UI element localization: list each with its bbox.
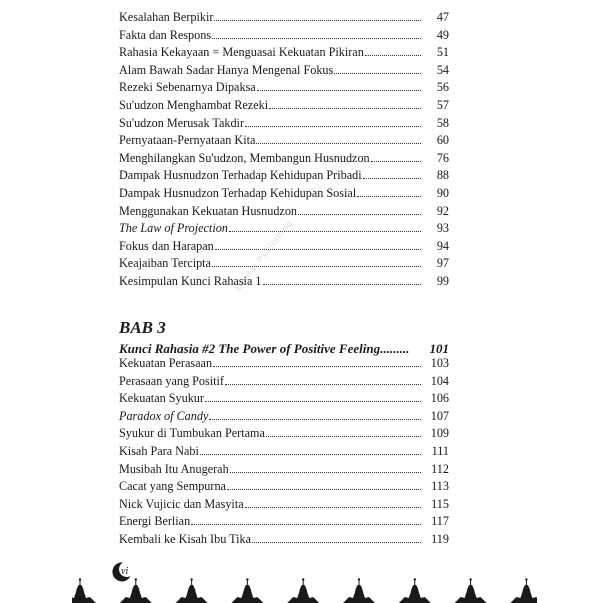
toc-entry-title: Dampak Husnudzon Terhadap Kehidupan Sosial bbox=[119, 185, 357, 200]
dot-leader bbox=[205, 401, 421, 402]
dot-leader bbox=[229, 231, 421, 232]
toc-entry-title: Fokus dan Harapan bbox=[119, 238, 214, 253]
toc-entry-title: Energi Berlian bbox=[119, 514, 191, 529]
toc-list-part2 bbox=[119, 356, 449, 550]
toc-entry-page: 107 bbox=[430, 408, 449, 423]
toc-list-part1 bbox=[119, 10, 449, 292]
toc-entry-title: Kekuatan Perasaan bbox=[119, 356, 213, 370]
toc-entry-page: 103 bbox=[430, 356, 449, 370]
toc-entry-title: Paradox of Candy bbox=[119, 408, 209, 423]
dot-leader bbox=[269, 108, 421, 109]
toc-entry-page: 60 bbox=[436, 133, 449, 148]
dot-leader bbox=[266, 436, 421, 437]
toc-entry-page: 106 bbox=[430, 391, 449, 406]
toc-entry-title: Syukur di Tumbukan Pertama bbox=[119, 426, 265, 441]
toc-entry bbox=[119, 28, 449, 46]
toc-entry bbox=[119, 221, 449, 239]
dot-leader bbox=[213, 366, 421, 367]
dot-leader bbox=[245, 507, 421, 508]
toc-entry-page: 47 bbox=[436, 10, 449, 24]
dot-leader bbox=[365, 55, 421, 56]
toc-entry-title: Nick Vujicic dan Masyita bbox=[119, 496, 244, 511]
toc-entry-page: 119 bbox=[431, 531, 449, 546]
dot-leader bbox=[371, 161, 421, 162]
toc-entry-title: Alam Bawah Sadar Hanya Mengenal Fokus bbox=[119, 62, 334, 77]
toc-entry bbox=[119, 10, 449, 28]
dot-leader bbox=[256, 143, 421, 144]
toc-entry bbox=[119, 374, 449, 392]
toc-entry-title: Su'udzon Menghambat Rezeki bbox=[119, 97, 269, 112]
ornament-border bbox=[72, 578, 537, 603]
toc-entry bbox=[119, 409, 449, 427]
toc-entry-page: 111 bbox=[431, 443, 449, 458]
dot-leader bbox=[357, 196, 421, 197]
chapter-title: Kunci Rahasia #2 The Power of Positive Feeling......... bbox=[119, 341, 410, 356]
mosque-dome-ornament-icon bbox=[510, 578, 537, 603]
toc-entry bbox=[119, 514, 449, 532]
dot-leader bbox=[230, 472, 421, 473]
dot-leader bbox=[225, 384, 421, 385]
toc-entry-page: 109 bbox=[430, 426, 449, 441]
mosque-dome-ornament-icon bbox=[343, 578, 375, 603]
toc-entry bbox=[119, 532, 449, 550]
mosque-dome-ornament-icon bbox=[287, 578, 319, 603]
toc-entry-title: Pernyataan-Pernyataan Kita bbox=[119, 133, 256, 148]
toc-entry-page: 54 bbox=[436, 62, 449, 77]
toc-entry-title: The Law of Projection bbox=[119, 221, 228, 236]
dot-leader bbox=[245, 126, 421, 127]
dot-leader bbox=[252, 542, 421, 543]
toc-entry-title: Perasaan yang Positif bbox=[119, 373, 224, 388]
mosque-dome-ornament-icon bbox=[231, 578, 263, 603]
toc-entry-title: Kesimpulan Kunci Rahasia 1 bbox=[119, 273, 262, 288]
toc-entry bbox=[119, 356, 449, 374]
chapter-title-row bbox=[119, 341, 449, 357]
toc-entry-title: Musibah Itu Anugerah bbox=[119, 461, 229, 476]
toc-entry-title: Fakta dan Respons bbox=[119, 27, 212, 42]
dot-leader bbox=[212, 38, 421, 39]
page-number: vi bbox=[121, 566, 129, 577]
toc-entry-page: 104 bbox=[430, 373, 449, 388]
toc-entry-page: 92 bbox=[436, 203, 449, 218]
dot-leader bbox=[363, 178, 421, 179]
watermark: Digital Publishing bbox=[232, 217, 295, 293]
toc-entry-page: 90 bbox=[436, 185, 449, 200]
chapter-label: BAB 3 bbox=[119, 318, 166, 337]
dot-leader bbox=[215, 249, 421, 250]
toc-entry bbox=[119, 186, 449, 204]
mosque-dome-ornament-icon bbox=[120, 578, 152, 603]
toc-entry bbox=[119, 497, 449, 515]
toc-entry-page: 51 bbox=[436, 45, 449, 60]
toc-entry-page: 115 bbox=[431, 496, 449, 511]
toc-entry-page: 117 bbox=[431, 514, 449, 529]
mosque-dome-ornament-icon bbox=[176, 578, 208, 603]
dot-leader bbox=[200, 454, 421, 455]
toc-entry bbox=[119, 239, 449, 257]
toc-entry-title: Kembali ke Kisah Ibu Tika bbox=[119, 531, 252, 546]
toc-entry-page: 93 bbox=[436, 221, 449, 236]
toc-entry bbox=[119, 80, 449, 98]
toc-entry bbox=[119, 168, 449, 186]
toc-entry bbox=[119, 98, 449, 116]
mosque-dome-ornament-icon bbox=[399, 578, 431, 603]
toc-entry-page: 56 bbox=[436, 80, 449, 95]
toc-entry-page: 94 bbox=[436, 238, 449, 253]
toc-entry-page: 97 bbox=[436, 256, 449, 271]
dot-leader bbox=[191, 524, 421, 525]
toc-entry bbox=[119, 391, 449, 409]
toc-entry-page: 113 bbox=[431, 479, 449, 494]
mosque-dome-ornament-icon bbox=[72, 578, 96, 603]
toc-entry bbox=[119, 204, 449, 222]
toc-entry bbox=[119, 116, 449, 134]
toc-entry-title: Keajaiban Tercipta bbox=[119, 256, 211, 271]
dot-leader bbox=[227, 489, 421, 490]
toc-entry-page: 88 bbox=[436, 168, 449, 183]
toc-entry-title: Rezeki Sebenarnya Dipaksa bbox=[119, 80, 256, 95]
toc-entry-title: Menghilangkan Su'udzon, Membangun Husnudzon bbox=[119, 150, 370, 165]
toc-entry-title: Cacat yang Sempurna bbox=[119, 479, 226, 494]
dot-leader bbox=[214, 20, 421, 21]
toc-entry-page: 99 bbox=[436, 273, 449, 288]
toc-entry-page: 49 bbox=[436, 27, 449, 42]
toc-entry bbox=[119, 444, 449, 462]
dot-leader bbox=[334, 73, 421, 74]
dot-leader bbox=[257, 90, 421, 91]
toc-entry bbox=[119, 63, 449, 81]
toc-entry bbox=[119, 151, 449, 169]
toc-entry-title: Rahasia Kekayaan = Menguasai Kekuatan Pikiran bbox=[119, 45, 364, 60]
dot-leader bbox=[298, 214, 421, 215]
toc-entry-page: 112 bbox=[431, 461, 449, 476]
dot-leader bbox=[263, 284, 422, 285]
toc-entry-title: Su'udzon Merusak Takdir bbox=[119, 115, 245, 130]
toc-entry-title: Menggunakan Kekuatan Husnudzon bbox=[119, 203, 298, 218]
toc-entry-title: Kesalahan Berpikir bbox=[119, 10, 214, 24]
toc-entry bbox=[119, 45, 449, 63]
toc-entry-title: Kekuatan Syukur bbox=[119, 391, 204, 406]
dot-leader bbox=[209, 419, 421, 420]
dot-leader bbox=[212, 266, 421, 267]
mosque-dome-ornament-icon bbox=[455, 578, 487, 603]
toc-entry bbox=[119, 462, 449, 480]
toc-entry-page: 76 bbox=[436, 150, 449, 165]
toc-entry bbox=[119, 133, 449, 151]
chapter-page: 101 bbox=[429, 341, 449, 356]
toc-entry-page: 57 bbox=[436, 97, 449, 112]
toc-entry bbox=[119, 274, 449, 292]
toc-entry bbox=[119, 479, 449, 497]
toc-entry-title: Kisah Para Nabi bbox=[119, 443, 199, 458]
toc-entry bbox=[119, 256, 449, 274]
toc-entry-page: 58 bbox=[436, 115, 449, 130]
toc-entry-title: Dampak Husnudzon Terhadap Kehidupan Pribadi bbox=[119, 168, 362, 183]
toc-entry bbox=[119, 426, 449, 444]
